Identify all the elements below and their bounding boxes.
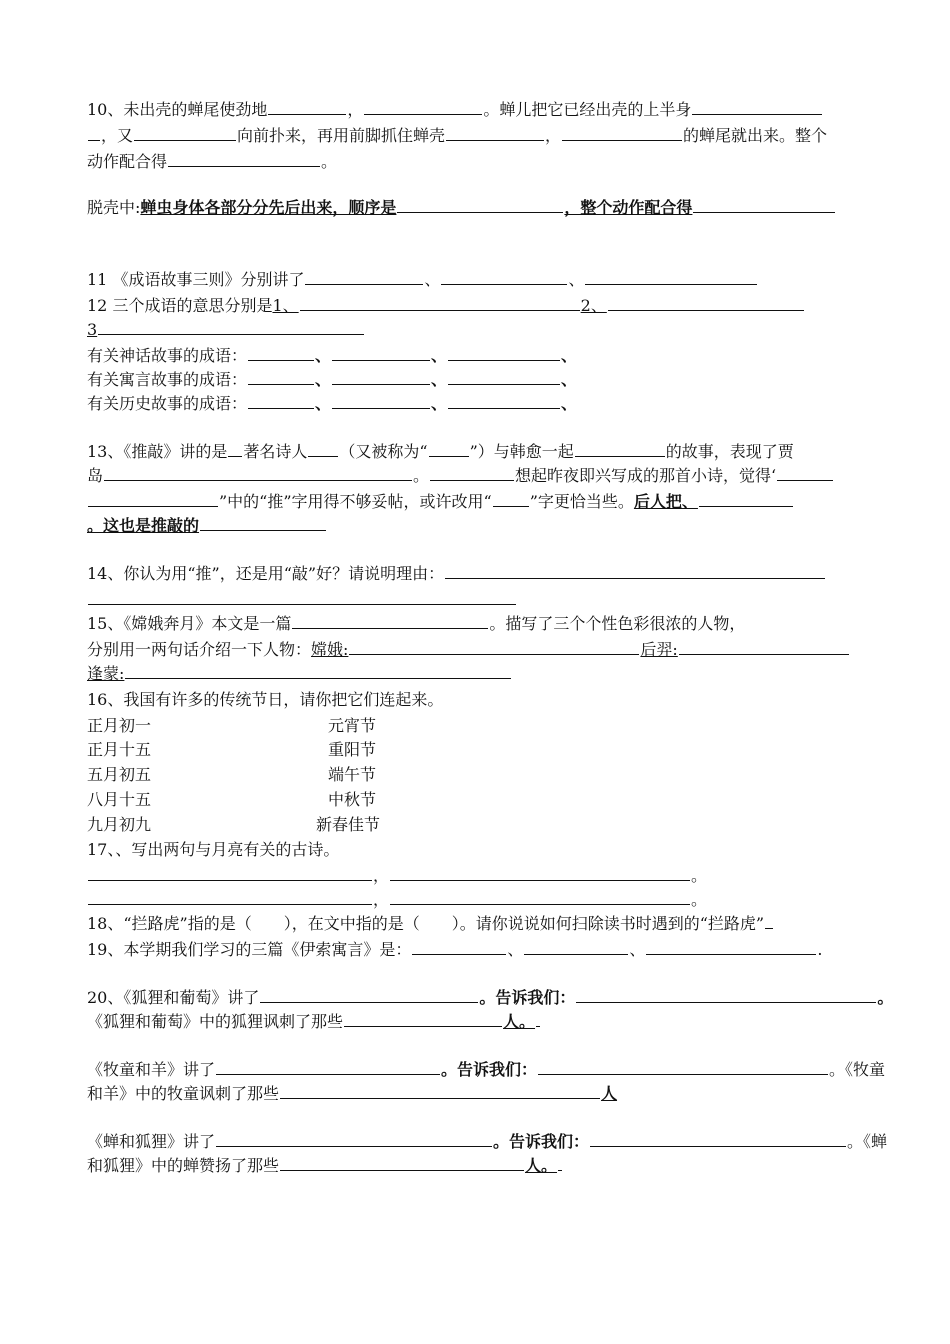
q10-comma: ， [347,100,364,119]
q19-sep-2: 、 [629,940,646,959]
q15-blank-4[interactable] [125,677,511,679]
q13-blank-1[interactable] [228,455,242,457]
tuoke-part1: 蝉虫身体各部分分先后出来，顺序是 [140,198,397,217]
tuoke-part2: ，整个动作配合得 [564,198,693,217]
lishi-blank-3[interactable] [448,407,560,409]
q15-houyi: 后羿: [640,640,678,659]
q16-fest-row-4 [328,790,376,810]
q11-sep-1: 、 [424,270,441,289]
cicada-blank-1[interactable] [216,1145,492,1147]
fox-blank-2[interactable] [576,1001,876,1003]
q16-fest-row-2 [328,740,376,760]
q10-blank-3[interactable] [692,113,822,115]
q10-text-6: 动作配合得 [87,152,168,171]
shenhua-sep-2: 、 [431,346,448,365]
tuoke-blank-1[interactable] [397,211,563,213]
cicada-text-5: 人。 [525,1156,558,1175]
cicada-text-2: 。告诉我们： [493,1132,590,1151]
q16-row-3 [87,765,151,785]
lishi-sep-1: 、 [315,394,332,413]
q11-blank-3[interactable] [585,283,757,285]
q16-fest-row-1 [328,716,376,736]
q20-fox-line2 [87,1012,541,1032]
q16-festival-4[interactable]: 中秋节 [328,790,377,809]
q12-num-3: 3 [87,320,98,339]
q10-blank-4[interactable] [88,139,100,141]
q17-blank-3[interactable] [88,903,372,905]
tuoke-blank-2[interactable] [693,211,835,213]
q11-sep-2: 、 [568,270,585,289]
shenhua-blank-2[interactable] [332,359,430,361]
q19-blank-3[interactable] [646,953,816,955]
yuyan-blank-2[interactable] [332,383,430,385]
q12-num-1: 1、 [272,296,299,315]
q10-period: 。 [321,152,338,171]
q16-date-3[interactable]: 五月初五 [87,765,152,784]
q10-line3 [87,152,337,172]
q16-festival-2[interactable]: 重阳节 [328,740,377,759]
q14-blank-1[interactable] [445,577,825,579]
yuyan-sep-1: 、 [315,370,332,389]
fox-text-2: 。告诉我们： [479,988,576,1007]
q16-fest-row-5 [316,815,380,835]
q17-line1 [87,866,707,886]
q16-fest-row-3 [328,765,376,785]
q20-shepherd-line1 [87,1060,885,1080]
fox-blank-4[interactable] [536,1025,540,1027]
cicada-text-3: 。《蝉 [847,1132,888,1151]
q13-blank-2[interactable] [308,455,338,457]
fox-text-5: 人。 [503,1012,536,1031]
q15-change: 嫦娥: [311,640,349,659]
q13-line2 [87,466,834,486]
q17-blank-1[interactable] [88,879,372,881]
q15-line3 [87,664,512,684]
shepherd-blank-3[interactable] [280,1097,600,1099]
shenhua-blank-1[interactable] [248,359,314,361]
q18-line [87,914,774,934]
lishi-sep-2: 、 [431,394,448,413]
lishi-label: 有关历史故事的成语： [87,394,248,413]
q10-line1 [87,100,823,120]
q19-end: . [817,940,823,959]
q16-row-5 [87,815,151,835]
q15-text-2: 。描写了三个个性色彩很浓的人物， [489,614,746,633]
shenhua-sep-1: 、 [315,346,332,365]
q16-festival-3[interactable]: 端午节 [328,765,377,784]
q10-blank-6[interactable] [446,139,544,141]
fox-text-1: 20、《狐狸和葡萄》讲了 [87,988,260,1007]
q13-blank-11[interactable] [200,529,326,531]
q20-fox-line1 [87,988,893,1008]
q19-blank-2[interactable] [524,953,628,955]
cicada-text-1: 《蝉和狐狸》讲了 [87,1132,216,1151]
q11-blank-2[interactable] [441,283,567,285]
q14-line1 [87,564,826,584]
q19-blank-1[interactable] [412,953,506,955]
q13-text-4: ”）与韩愈一起 [469,442,574,461]
shepherd-text-4: 和羊》中的牧童讽刺了那些 [87,1084,280,1103]
q13-blank-8[interactable] [88,505,218,507]
q13-blank-9[interactable] [493,505,529,507]
tuoke-prefix: 脱壳中: [87,198,141,217]
shepherd-blank-2[interactable] [538,1073,828,1075]
q16-date-4[interactable]: 八月十五 [87,790,152,809]
q13-blank-7[interactable] [777,479,833,481]
q17-text: 17、、写出两句与月亮有关的古诗。 [87,840,340,859]
q13-blank-6[interactable] [430,479,514,481]
q12-lishi [87,394,577,414]
shenhua-label: 有关神话故事的成语： [87,346,248,365]
tuoke-line [87,198,836,218]
cicada-text-4: 和狐狸》中的蝉赞扬了那些 [87,1156,280,1175]
q13-line4 [87,516,327,536]
q13-text-5: 的故事，表现了贾 [665,442,794,461]
q13-text-9: ”中的“推”字用得不够妥帖，或许改用“ [219,492,492,511]
q14-text: 14、你认为用“推”，还是用“敲”好？请说明理由： [87,564,445,583]
q15-blank-1[interactable] [292,627,488,629]
q17-comma-1: ， [373,866,390,885]
q19-sep-1: 、 [507,940,524,959]
shepherd-text-1: 《牧童和羊》讲了 [87,1060,216,1079]
fox-blank-1[interactable] [260,1001,478,1003]
lishi-sep-3: 、 [561,394,578,413]
q13-text-1: 13、《推敲》讲的是 [87,442,228,461]
yuyan-sep-2: 、 [431,370,448,389]
q17-period-2: 。 [691,890,708,909]
q15-line2 [87,640,850,660]
q11-text: 11 《成语故事三则》分别讲了 [87,270,305,289]
q12-line2 [87,320,365,340]
q15-text-3: 分别用一两句话介绍一下人物： [87,640,312,659]
q16-row-2 [87,740,151,760]
q13-text-11: 后人把、 [633,492,698,511]
q20-cicada-line2 [87,1156,563,1176]
q13-line3 [87,492,794,512]
cicada-blank-4[interactable] [558,1169,562,1171]
q10-text-2: 。蝉儿把它已经出壳的上半身 [483,100,692,119]
cicada-blank-2[interactable] [590,1145,846,1147]
q10-line2 [87,126,827,146]
q13-text-6: 岛 [87,466,104,485]
q13-text-2: 著名诗人 [243,442,308,461]
q12-blank-1[interactable] [300,309,580,311]
q18-blank[interactable] [765,927,773,929]
q10-blank-2[interactable] [364,113,482,115]
q12-blank-3[interactable] [98,333,364,335]
q20-cicada-line1 [87,1132,887,1152]
q17-comma-2: ， [373,890,390,909]
q16-date-2[interactable]: 正月十五 [87,740,152,759]
q10-blank-7[interactable] [562,139,682,141]
q13-blank-5[interactable] [104,479,412,481]
yuyan-blank-3[interactable] [448,383,560,385]
q16-festival-1[interactable]: 元宵节 [328,716,377,735]
fox-text-4: 《狐狸和葡萄》中的狐狸讽刺了那些 [87,1012,344,1031]
q17-blank-2[interactable] [390,879,690,881]
q17-line2 [87,890,707,910]
q16-date-5[interactable]: 九月初九 [87,815,152,834]
q10-blank-1[interactable] [268,113,346,115]
q11-blank-1[interactable] [305,283,423,285]
yuyan-sep-3: 、 [561,370,578,389]
q15-fengmeng: 逢蒙: [87,664,125,683]
q15-text-1: 15、《嫦娥奔月》本文是一篇 [87,614,292,633]
q13-text-12: 。这也是推敲的 [87,516,200,535]
q16-row-1 [87,716,151,736]
q16-text: 16、我国有许多的传统节日，请你把它们连起来。 [87,690,444,709]
cicada-blank-3[interactable] [280,1169,524,1171]
shepherd-blank-1[interactable] [216,1073,440,1075]
q12-yuyan [87,370,577,390]
q10-text-4: 向前扑来，再用前脚抓住蝉壳 [237,126,446,145]
q12-text: 12 三个成语的意思分别是 [87,296,273,315]
yuyan-blank-1[interactable] [248,383,314,385]
q13-text-8: 想起昨夜即兴写成的那首小诗，觉得‘ [515,466,777,485]
q15-blank-2[interactable] [349,653,639,655]
q13-blank-4[interactable] [575,455,665,457]
lishi-blank-1[interactable] [248,407,314,409]
q16-festival-5[interactable]: 新春佳节 [316,815,381,834]
q13-text-10: ”字更恰当些。 [529,492,634,511]
q17-period-1: 。 [691,866,708,885]
q16-date-1[interactable]: 正月初一 [87,716,152,735]
lishi-blank-2[interactable] [332,407,430,409]
yuyan-label: 有关寓言故事的成语： [87,370,248,389]
q20-shepherd-line2 [87,1084,617,1104]
q10-text-5: 的蝉尾就出来。整个 [683,126,828,145]
q19-text: 19、本学期我们学习的三篇《伊索寓言》是： [87,940,412,959]
q13-blank-3[interactable] [429,455,469,457]
q12-shenhua [87,346,577,366]
q16-title [87,690,443,710]
fox-text-3: 。 [877,988,894,1007]
q13-text-3: （又被称为“ [339,442,428,461]
q17-blank-4[interactable] [390,903,690,905]
q10-blank-8[interactable] [168,165,320,167]
fox-blank-3[interactable] [344,1025,502,1027]
shepherd-text-5: 人 [601,1084,618,1103]
q10-comma-2: ， [545,126,562,145]
q18-text: 18、“拦路虎”指的是（ ），在文中指的是（ ）。请你说说如何扫除读书时遇到的“拦路虎” [87,914,765,933]
q14-blank-2[interactable] [88,603,516,605]
q11-line [87,270,758,290]
q19-line [87,940,823,960]
q15-line1 [87,614,745,634]
q10-blank-5[interactable] [134,139,236,141]
q13-blank-10[interactable] [699,505,793,507]
q13-line1 [87,442,794,462]
q10-text-3: ，又 [101,126,134,145]
q16-row-4 [87,790,151,810]
shepherd-text-2: 。告诉我们： [441,1060,538,1079]
q14-line2 [87,590,517,610]
q12-blank-2[interactable] [608,309,804,311]
shepherd-text-3: 。《牧童 [829,1060,886,1079]
q12-line1 [87,296,805,316]
q10-text: 10、未出壳的蝉尾使劲地 [87,100,268,119]
shenhua-sep-3: 、 [561,346,578,365]
shenhua-blank-3[interactable] [448,359,560,361]
q15-blank-3[interactable] [679,653,849,655]
q12-num-2: 2、 [580,296,607,315]
q17-title [87,840,339,860]
q13-text-7: 。 [413,466,430,485]
